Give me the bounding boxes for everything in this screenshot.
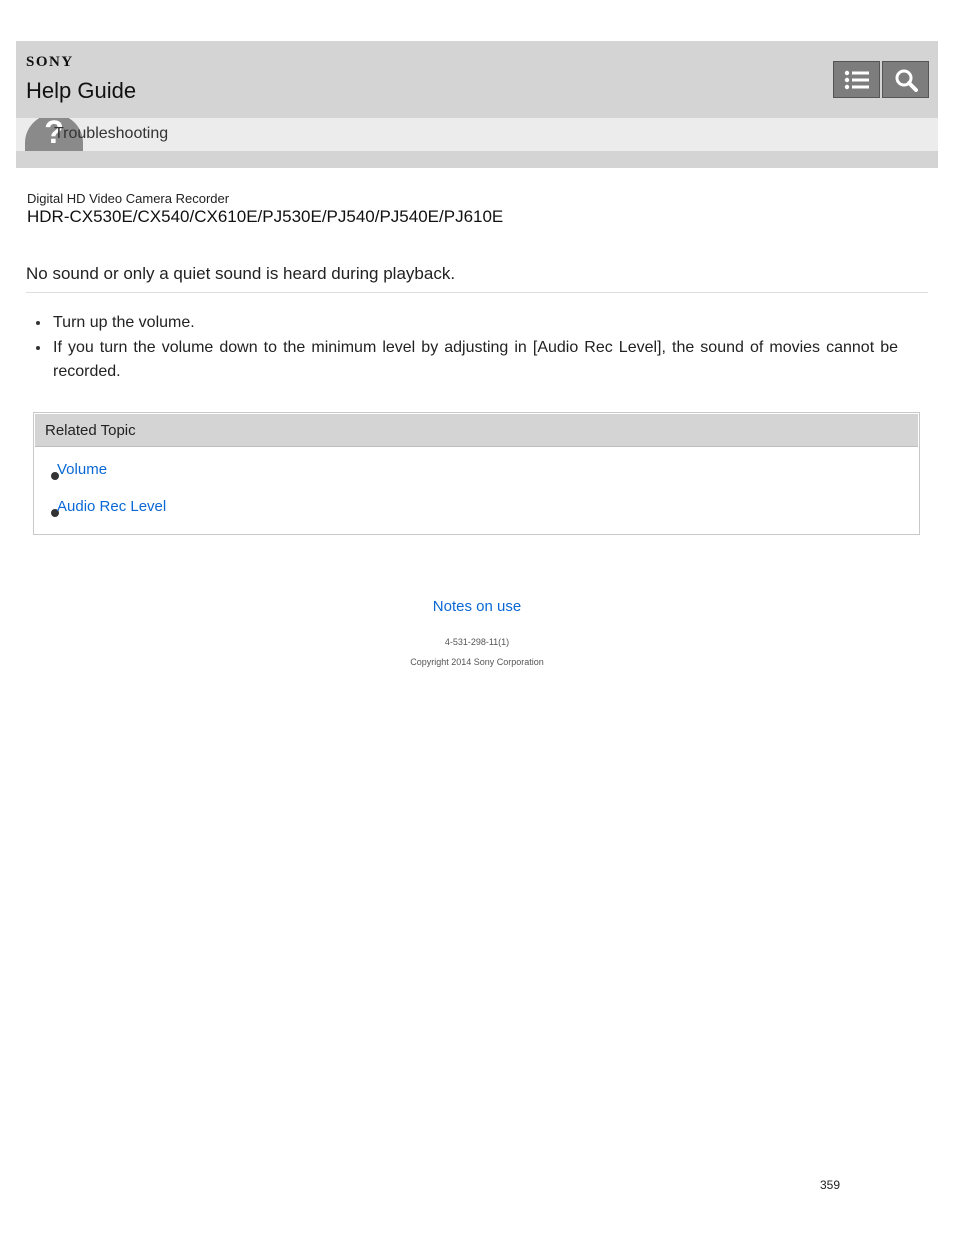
question-mark-icon: ?	[25, 118, 83, 151]
copyright: Copyright 2014 Sony Corporation	[410, 657, 544, 667]
document-code: 4-531-298-11(1)	[444, 637, 510, 647]
brand-logo: SONY	[26, 54, 74, 70]
list-icon	[844, 69, 870, 91]
notes-on-use-link[interactable]: Notes on use	[432, 598, 522, 615]
search-button[interactable]	[882, 61, 929, 98]
breadcrumb	[16, 118, 938, 151]
header-buttons	[833, 61, 929, 98]
search-icon	[894, 68, 918, 92]
breadcrumb-troubleshooting[interactable]: Troubleshooting	[54, 125, 169, 142]
related-link-volume[interactable]: Volume	[51, 461, 107, 478]
product-type: Digital HD Video Camera Recorder	[27, 191, 230, 206]
site-header	[16, 41, 938, 168]
page-number: 359	[820, 1178, 841, 1192]
model-list: HDR-CX530E/CX540/CX610E/PJ530E/PJ540/PJ540E/PJ610E	[27, 207, 504, 226]
related-topic-title: Related Topic	[45, 422, 136, 439]
list-item: If you turn the volume down to the minimum level by adjusting in [Audio Rec Level], the sound of movies cannot be recorded.	[26, 336, 898, 384]
related-link-audio-rec-level[interactable]: Audio Rec Level	[51, 498, 166, 515]
page-title: No sound or only a quiet sound is heard during playback.	[26, 264, 928, 293]
solution-list	[26, 311, 898, 385]
list-item: Turn up the volume.	[26, 311, 898, 335]
related-topic-header	[35, 414, 918, 447]
table-of-contents-button[interactable]	[833, 61, 880, 98]
help-guide-title[interactable]: Help Guide	[26, 78, 137, 103]
related-topic-box	[33, 412, 920, 535]
